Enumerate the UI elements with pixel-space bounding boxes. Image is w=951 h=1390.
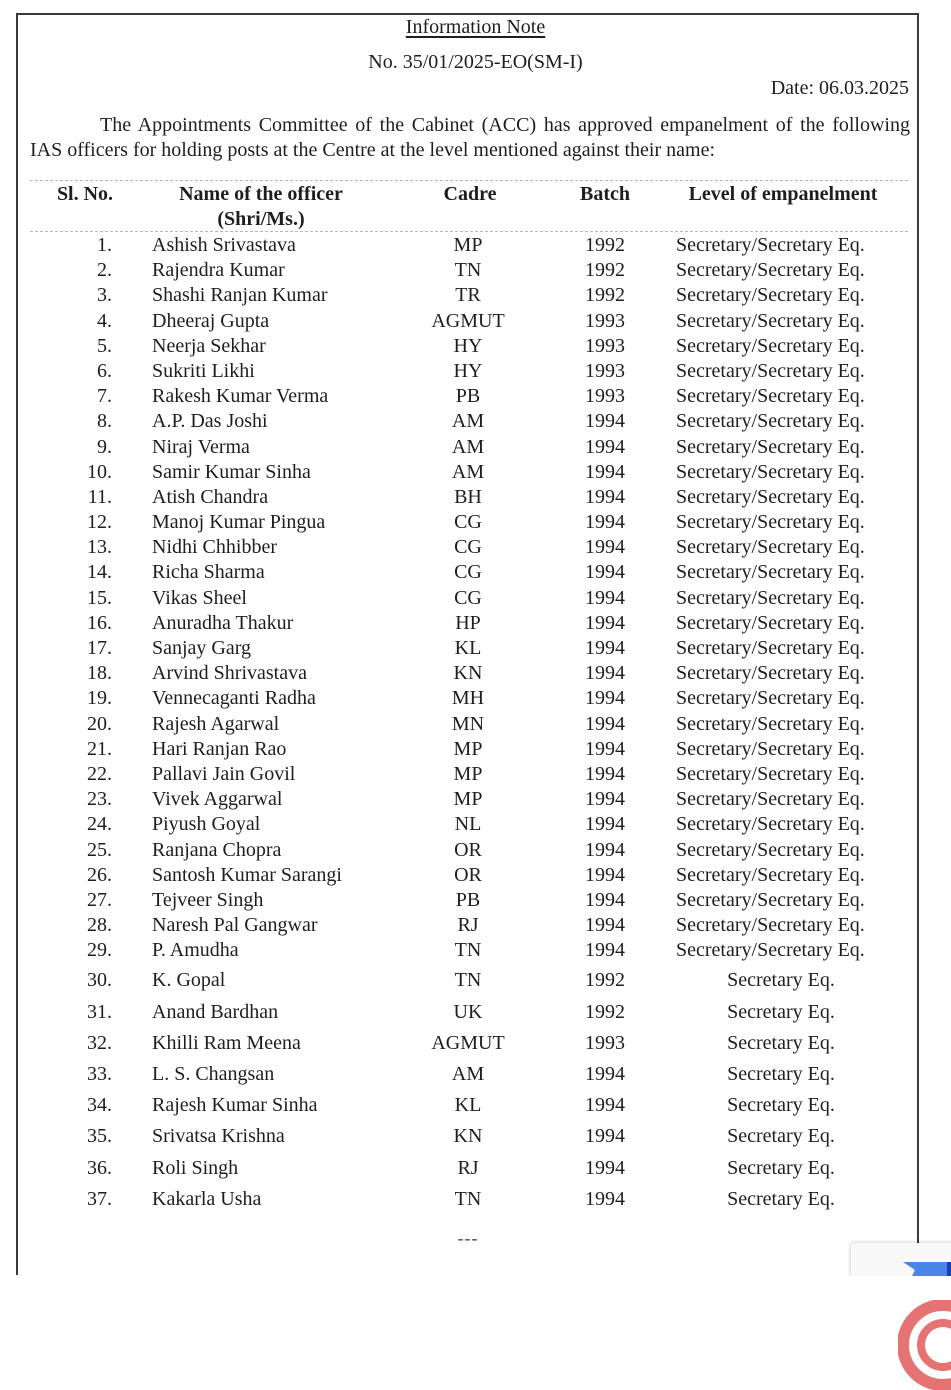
cell-sl-no: 34. — [87, 1094, 112, 1117]
cell-officer-name: P. Amudha — [152, 939, 239, 962]
cell-cadre: MP — [453, 788, 483, 811]
table-row — [0, 334, 951, 359]
cell-batch: 1992 — [585, 234, 625, 256]
cell-level: Secretary/Secretary Eq. — [676, 586, 865, 609]
cell-officer-name: Roli Singh — [152, 1156, 239, 1179]
cell-officer-name: Atish Chandra — [152, 485, 269, 508]
cell-sl-no: 14. — [87, 561, 112, 584]
cell-cadre: AM — [451, 410, 485, 433]
cell-cadre: AGMUT — [431, 1031, 505, 1054]
cell-sl-no: 16. — [87, 611, 112, 634]
header-name-line2: (Shri/Ms.) — [217, 208, 305, 230]
cell-officer-name: Santosh Kumar Sarangi — [152, 863, 342, 886]
cell-level: Secretary/Secretary Eq. — [676, 536, 865, 559]
header-cadre: Cadre — [443, 183, 497, 205]
cell-cadre: BH — [454, 485, 482, 508]
table-header-rule — [30, 231, 908, 232]
table-row — [0, 435, 951, 460]
cell-sl-no: 20. — [87, 712, 112, 735]
cell-batch: 1994 — [585, 1125, 625, 1148]
cell-batch: 1994 — [585, 863, 625, 886]
cell-officer-name: Richa Sharma — [152, 561, 265, 584]
cell-officer-name: Dheeraj Gupta — [152, 309, 270, 332]
cell-cadre: AM — [451, 460, 485, 483]
cell-cadre: CG — [454, 536, 482, 559]
cell-sl-no: 24. — [87, 813, 112, 836]
cell-officer-name: Kakarla Usha — [152, 1187, 262, 1210]
cell-sl-no: 26. — [87, 863, 112, 886]
cell-sl-no: 8. — [97, 410, 112, 433]
table-row — [0, 560, 951, 585]
intro-text: The Appointments Committee of the Cabinet (ACC) has approved empanelment of the following IAS officers for holding posts at the Centre at the level mentioned against their name: — [30, 114, 910, 161]
cell-cadre: KN — [453, 662, 483, 685]
cell-officer-name: Samir Kumar Sinha — [152, 460, 311, 483]
cell-officer-name: Piyush Goyal — [152, 813, 261, 836]
cell-level: Secretary/Secretary Eq. — [676, 334, 865, 357]
table-row — [0, 283, 951, 308]
cell-officer-name: Rakesh Kumar Verma — [152, 385, 329, 408]
cell-officer-name: Sukriti Likhi — [152, 359, 255, 382]
cell-level: Secretary/Secretary Eq. — [676, 460, 865, 483]
cell-sl-no: 3. — [97, 284, 112, 307]
table-row — [0, 812, 951, 837]
table-row — [0, 938, 951, 963]
cell-batch: 1994 — [585, 511, 625, 534]
cell-level: Secretary/Secretary Eq. — [676, 838, 865, 861]
cell-sl-no: 9. — [97, 435, 112, 458]
cell-cadre: TN — [454, 969, 482, 992]
cell-sl-no: 37. — [87, 1187, 112, 1210]
cell-level: Secretary/Secretary Eq. — [676, 284, 865, 307]
cell-level: Secretary Eq. — [727, 1156, 835, 1179]
cell-sl-no: 22. — [87, 762, 112, 785]
cell-cadre: OR — [454, 863, 482, 886]
cell-batch: 1994 — [585, 687, 625, 710]
cell-batch: 1994 — [585, 460, 625, 483]
cell-cadre: TN — [454, 939, 482, 962]
header-batch: Batch — [580, 183, 630, 205]
cell-officer-name: Sanjay Garg — [152, 637, 252, 659]
cell-sl-no: 25. — [87, 838, 112, 861]
cell-batch: 1994 — [585, 914, 625, 937]
cell-cadre: PB — [455, 385, 481, 408]
table-row — [0, 1059, 951, 1090]
table-top-rule — [30, 180, 908, 181]
cell-level: Secretary/Secretary Eq. — [676, 410, 865, 433]
cell-sl-no: 21. — [87, 737, 112, 760]
cell-sl-no: 6. — [97, 359, 112, 382]
cell-batch: 1994 — [585, 888, 625, 911]
cell-level: Secretary/Secretary Eq. — [676, 435, 865, 458]
cell-cadre: MP — [453, 737, 483, 760]
document-date: Date: 06.03.2025 — [770, 77, 909, 99]
cell-batch: 1994 — [585, 712, 625, 735]
cell-cadre: UK — [453, 1000, 483, 1023]
table-row — [0, 611, 951, 636]
cell-sl-no: 2. — [97, 259, 112, 282]
cell-sl-no: 10. — [87, 460, 112, 483]
cell-batch: 1993 — [585, 334, 625, 357]
cell-batch: 1993 — [585, 359, 625, 382]
cell-cadre: HY — [453, 359, 483, 382]
table-row — [0, 1121, 951, 1152]
cell-level: Secretary/Secretary Eq. — [676, 813, 865, 836]
cell-batch: 1992 — [585, 284, 625, 307]
cell-sl-no: 18. — [87, 662, 112, 685]
cell-level: Secretary/Secretary Eq. — [676, 259, 865, 282]
cell-level: Secretary/Secretary Eq. — [676, 611, 865, 634]
table-row — [0, 485, 951, 510]
table-row — [0, 233, 951, 258]
table-row — [0, 838, 951, 863]
cell-level: Secretary/Secretary Eq. — [676, 687, 865, 710]
cell-cadre: TN — [454, 1187, 482, 1210]
table-row — [0, 1090, 951, 1121]
cell-sl-no: 29. — [87, 939, 112, 962]
cell-batch: 1992 — [585, 1000, 625, 1023]
table-row — [0, 636, 951, 661]
cell-level: Secretary/Secretary Eq. — [676, 762, 865, 785]
cell-cadre: MH — [451, 687, 485, 710]
cell-cadre: TR — [455, 284, 481, 307]
cell-batch: 1994 — [585, 485, 625, 508]
cell-level: Secretary Eq. — [727, 1187, 835, 1210]
table-row — [0, 661, 951, 686]
cell-batch: 1994 — [585, 536, 625, 559]
cell-sl-no: 35. — [87, 1125, 112, 1148]
cell-batch: 1994 — [585, 1094, 625, 1117]
table-row — [0, 409, 951, 434]
cell-batch: 1994 — [585, 737, 625, 760]
cell-level: Secretary/Secretary Eq. — [676, 914, 865, 937]
cell-level: Secretary/Secretary Eq. — [676, 788, 865, 811]
cell-cadre: HP — [455, 611, 481, 634]
cell-sl-no: 1. — [97, 234, 112, 256]
table-row — [0, 309, 951, 334]
cell-level: Secretary Eq. — [727, 1031, 835, 1054]
cell-cadre: KL — [454, 637, 482, 659]
table-body — [0, 233, 951, 1215]
cell-level: Secretary/Secretary Eq. — [676, 385, 865, 408]
cell-level: Secretary Eq. — [727, 1125, 835, 1148]
cell-level: Secretary/Secretary Eq. — [676, 485, 865, 508]
cell-batch: 1992 — [585, 969, 625, 992]
cell-cadre: MP — [453, 762, 483, 785]
cell-level: Secretary/Secretary Eq. — [676, 234, 865, 256]
cell-batch: 1993 — [585, 1031, 625, 1054]
cell-officer-name: Shashi Ranjan Kumar — [152, 284, 328, 307]
cell-officer-name: L. S. Changsan — [152, 1063, 275, 1085]
cell-batch: 1994 — [585, 410, 625, 433]
cell-officer-name: Anuradha Thakur — [152, 611, 294, 634]
table-row — [0, 510, 951, 535]
table-row — [0, 535, 951, 560]
cell-sl-no: 36. — [87, 1156, 112, 1179]
cell-officer-name: Khilli Ram Meena — [152, 1031, 301, 1054]
cell-cadre: KN — [453, 1125, 483, 1148]
cell-cadre: RJ — [457, 1156, 479, 1179]
cell-sl-no: 27. — [87, 888, 112, 911]
cell-cadre: MP — [453, 234, 483, 256]
cell-batch: 1994 — [585, 637, 625, 659]
cell-officer-name: A.P. Das Joshi — [152, 410, 268, 433]
end-mark: --- — [457, 1228, 479, 1248]
cell-sl-no: 28. — [87, 914, 112, 937]
header-sl-no: Sl. No. — [56, 183, 114, 205]
cell-sl-no: 15. — [87, 586, 112, 609]
table-row — [0, 762, 951, 787]
cell-cadre: PB — [455, 888, 481, 911]
cell-batch: 1994 — [585, 435, 625, 458]
table-row — [0, 460, 951, 485]
cell-sl-no: 4. — [97, 309, 112, 332]
cell-officer-name: Rajesh Kumar Sinha — [152, 1094, 318, 1117]
cell-officer-name: Naresh Pal Gangwar — [152, 914, 318, 937]
table-row — [0, 997, 951, 1028]
cell-level: Secretary/Secretary Eq. — [676, 737, 865, 760]
table-row — [0, 1184, 951, 1215]
cell-level: Secretary/Secretary Eq. — [676, 712, 865, 735]
cell-officer-name: Tejveer Singh — [152, 888, 264, 911]
cell-batch: 1994 — [585, 788, 625, 811]
table-row — [0, 863, 951, 888]
cell-cadre: AM — [451, 435, 485, 458]
cell-batch: 1994 — [585, 939, 625, 962]
cell-cadre: MN — [451, 712, 485, 735]
table-row — [0, 1028, 951, 1059]
cell-batch: 1994 — [585, 813, 625, 836]
cell-batch: 1994 — [585, 662, 625, 685]
cell-cadre: AM — [451, 1063, 485, 1085]
cell-cadre: CG — [454, 561, 482, 584]
cell-level: Secretary/Secretary Eq. — [676, 309, 865, 332]
cell-sl-no: 33. — [87, 1063, 112, 1085]
header-level: Level of empanelment — [688, 183, 878, 205]
cell-officer-name: K. Gopal — [152, 969, 226, 992]
cell-officer-name: Arvind Shrivastava — [152, 662, 307, 685]
cell-officer-name: Srivatsa Krishna — [152, 1125, 285, 1148]
cell-level: Secretary Eq. — [727, 1094, 835, 1117]
cell-batch: 1994 — [585, 1063, 625, 1085]
app-logo-icon[interactable] — [898, 1300, 951, 1390]
header-name — [150, 182, 372, 232]
cell-officer-name: Neerja Sekhar — [152, 334, 266, 357]
cell-cadre: CG — [454, 511, 482, 534]
cell-batch: 1994 — [585, 1156, 625, 1179]
cell-level: Secretary Eq. — [727, 1000, 835, 1023]
cell-level: Secretary/Secretary Eq. — [676, 359, 865, 382]
header-name-line1: Name of the officer — [179, 183, 343, 205]
cell-batch: 1993 — [585, 385, 625, 408]
table-row — [0, 712, 951, 737]
table-row — [0, 787, 951, 812]
cell-sl-no: 11. — [87, 485, 112, 508]
cell-batch: 1994 — [585, 838, 625, 861]
cell-officer-name: Pallavi Jain Govil — [152, 762, 296, 785]
cell-officer-name: Vikas Sheel — [152, 586, 247, 609]
cell-officer-name: Nidhi Chhibber — [152, 536, 277, 559]
cell-cadre: OR — [454, 838, 482, 861]
intro-paragraph — [30, 113, 910, 163]
table-row — [0, 1153, 951, 1184]
cell-cadre: HY — [453, 334, 483, 357]
cell-level: Secretary/Secretary Eq. — [676, 939, 865, 962]
cell-sl-no: 31. — [87, 1000, 112, 1023]
table-row — [0, 913, 951, 938]
cell-batch: 1994 — [585, 586, 625, 609]
cell-officer-name: Ashish Srivastava — [152, 234, 296, 256]
cell-batch: 1993 — [585, 309, 625, 332]
cell-officer-name: Niraj Verma — [152, 435, 250, 458]
table-row — [0, 686, 951, 711]
cell-level: Secretary Eq. — [727, 1063, 835, 1085]
cell-level: Secretary/Secretary Eq. — [676, 863, 865, 886]
cell-cadre: TN — [454, 259, 482, 282]
cell-level: Secretary/Secretary Eq. — [676, 561, 865, 584]
table-row — [0, 384, 951, 409]
cell-level: Secretary Eq. — [727, 969, 835, 992]
cell-sl-no: 19. — [87, 687, 112, 710]
cell-level: Secretary/Secretary Eq. — [676, 662, 865, 685]
table-row — [0, 965, 951, 996]
cell-officer-name: Ranjana Chopra — [152, 838, 282, 861]
cell-sl-no: 23. — [87, 788, 112, 811]
cell-officer-name: Hari Ranjan Rao — [152, 737, 287, 760]
cell-sl-no: 17. — [87, 637, 112, 659]
table-row — [0, 888, 951, 913]
cell-batch: 1994 — [585, 1187, 625, 1210]
reference-number: No. 35/01/2025-EO(SM-I) — [368, 51, 583, 73]
cell-cadre: CG — [454, 586, 482, 609]
cell-batch: 1994 — [585, 561, 625, 584]
cell-cadre: NL — [454, 813, 482, 836]
cell-batch: 1994 — [585, 762, 625, 785]
cell-officer-name: Manoj Kumar Pingua — [152, 511, 326, 534]
cell-cadre: RJ — [457, 914, 479, 937]
cell-batch: 1994 — [585, 611, 625, 634]
cell-officer-name: Vennecaganti Radha — [152, 687, 316, 710]
cell-sl-no: 32. — [87, 1031, 112, 1054]
cell-sl-no: 7. — [97, 385, 112, 408]
cell-level: Secretary/Secretary Eq. — [676, 511, 865, 534]
cell-sl-no: 13. — [87, 536, 112, 559]
cell-cadre: AGMUT — [431, 309, 505, 332]
table-row — [0, 737, 951, 762]
cell-officer-name: Vivek Aggarwal — [152, 788, 283, 811]
table-row — [0, 586, 951, 611]
table-row — [0, 258, 951, 283]
cell-officer-name: Anand Bardhan — [152, 1000, 279, 1023]
cell-batch: 1992 — [585, 259, 625, 282]
cell-sl-no: 30. — [87, 969, 112, 992]
table-row — [0, 359, 951, 384]
cell-officer-name: Rajesh Agarwal — [152, 712, 280, 735]
document-title: Information Note — [405, 16, 546, 38]
cell-sl-no: 12. — [87, 511, 112, 534]
cell-level: Secretary/Secretary Eq. — [676, 888, 865, 911]
cell-officer-name: Rajendra Kumar — [152, 259, 285, 282]
cell-cadre: KL — [454, 1094, 482, 1117]
cell-level: Secretary/Secretary Eq. — [676, 637, 865, 659]
cell-sl-no: 5. — [97, 334, 112, 357]
